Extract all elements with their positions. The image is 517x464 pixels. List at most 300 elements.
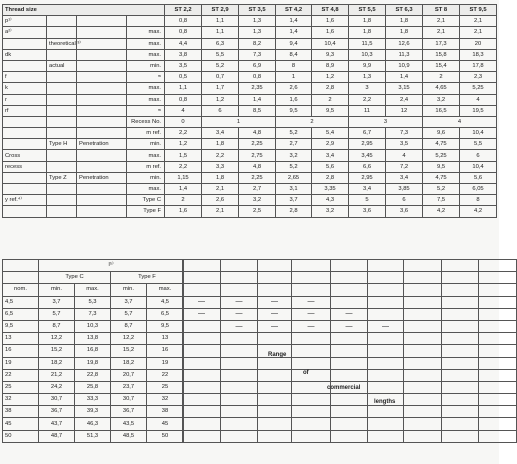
table-cell: 21,2 — [39, 369, 75, 381]
row-label: min. — [127, 172, 165, 183]
row-label — [77, 184, 127, 195]
grid-cell — [368, 308, 404, 320]
table-cell: 1,1 — [202, 27, 239, 38]
table-cell: 4,65 — [423, 83, 460, 94]
table-cell: 45 — [147, 418, 184, 430]
header-cell: ST 3,5 — [239, 5, 276, 16]
grid-cell — [221, 308, 258, 320]
grid-cell — [368, 369, 404, 381]
table-cell: 4 — [460, 94, 497, 105]
row-label — [77, 72, 127, 83]
table-cell: 9,5 — [423, 161, 460, 172]
grid-cell — [404, 406, 442, 418]
table-cell: 11 — [349, 105, 386, 116]
table-cell: 2,25 — [239, 139, 276, 150]
dash-mark: — — [345, 310, 353, 318]
dash-mark: — — [271, 322, 278, 330]
table-cell: 3,8 — [165, 49, 202, 60]
table-cell: 20 — [460, 38, 497, 49]
table-cell: 0,5 — [165, 72, 202, 83]
grid-cell — [479, 357, 517, 369]
row-label: actual — [47, 60, 77, 71]
table-cell: 15,2 — [111, 345, 147, 357]
grid-cell — [331, 345, 368, 357]
table-cell: 2 — [165, 195, 202, 206]
table-cell: 1,3 — [239, 27, 276, 38]
grid-cell — [368, 272, 404, 284]
table-cell: 3,4 — [202, 128, 239, 139]
table-cell: 3,7 — [39, 296, 75, 308]
table-cell: 16,8 — [75, 345, 111, 357]
table-cell: 2,95 — [349, 172, 386, 183]
table-cell: 2,75 — [239, 150, 276, 161]
table-cell: 1,6 — [312, 16, 349, 27]
table-cell: 3,7 — [276, 195, 312, 206]
grid-cell — [368, 357, 404, 369]
table-cell: 15,2 — [39, 345, 75, 357]
table-row — [3, 296, 184, 308]
table-cell: 2,2 — [165, 128, 202, 139]
grid-cell — [258, 260, 292, 272]
grid-cell — [404, 381, 442, 393]
row-label — [3, 172, 47, 183]
table-cell: 8,5 — [239, 105, 276, 116]
table-cell: 5,25 — [423, 150, 460, 161]
table-cell: 2,9 — [312, 139, 349, 150]
column-header: max. — [75, 284, 111, 296]
table-cell: 10,3 — [349, 49, 386, 60]
grid-cell — [404, 418, 442, 430]
table-cell: 12,2 — [111, 333, 147, 345]
header-cell: Thread size — [3, 5, 165, 16]
table-row — [3, 195, 497, 206]
row-label — [47, 16, 77, 27]
grid-cell — [292, 333, 331, 345]
table-cell: 33,3 — [75, 394, 111, 406]
table-cell: 38 — [147, 406, 184, 418]
table-cell: 5,2 — [276, 161, 312, 172]
table-cell: 19,5 — [460, 105, 497, 116]
table-cell: 1,4 — [239, 94, 276, 105]
table-row — [3, 49, 497, 60]
grid-cell — [258, 430, 292, 442]
grid-cell — [442, 320, 479, 332]
table-cell: 2 — [423, 72, 460, 83]
table-cell: 4,75 — [423, 139, 460, 150]
grid-cell — [183, 418, 221, 430]
row-label: max. — [127, 94, 165, 105]
table-cell: 0,8 — [165, 16, 202, 27]
table-cell: 11,3 — [386, 49, 423, 60]
table-cell: 25 — [3, 381, 39, 393]
grid-cell — [221, 320, 258, 332]
grid-cell — [292, 296, 331, 308]
grid-cell — [183, 272, 221, 284]
table-cell: 50 — [147, 430, 184, 442]
row-label — [47, 94, 77, 105]
row-label: p¹⁾ — [3, 16, 47, 27]
grid-cell — [258, 418, 292, 430]
grid-cell — [331, 272, 368, 284]
table-cell: 1,1 — [165, 83, 202, 94]
table-cell: 6 — [386, 195, 423, 206]
grid-cell — [221, 406, 258, 418]
row-label: Recess No. — [127, 116, 165, 127]
grid-cell — [183, 333, 221, 345]
grid-cell — [404, 260, 442, 272]
table-cell: 2,2 — [349, 94, 386, 105]
table-row — [3, 406, 184, 418]
table-cell: 4 — [386, 150, 423, 161]
table-cell: 30,7 — [39, 394, 75, 406]
table-cell: 25 — [147, 381, 184, 393]
grid-cell — [442, 394, 479, 406]
row-label: m ref. — [127, 161, 165, 172]
table-row — [3, 128, 497, 139]
grid-cell — [183, 381, 221, 393]
grid-cell — [183, 369, 221, 381]
table-cell: 8,2 — [239, 38, 276, 49]
table-cell: 5,6 — [460, 172, 497, 183]
table-row — [3, 172, 497, 183]
row-label: m ref. — [127, 128, 165, 139]
table-cell: 9,9 — [349, 60, 386, 71]
row-label: ≈ — [127, 72, 165, 83]
table-cell: 1,3 — [349, 72, 386, 83]
row-label: Penetration — [77, 172, 127, 183]
dash-mark: — — [198, 310, 205, 318]
table-cell: 19 — [3, 357, 39, 369]
table-cell: 5,2 — [423, 184, 460, 195]
table-cell: 6,3 — [202, 38, 239, 49]
table-cell: 3,2 — [312, 206, 349, 217]
table-cell: 15,8 — [423, 49, 460, 60]
grid-cell — [221, 345, 258, 357]
grid-cell — [479, 406, 517, 418]
row-label: recess — [3, 161, 47, 172]
table-cell: 5,7 — [111, 308, 147, 320]
row-label — [77, 94, 127, 105]
grid-cell — [183, 296, 221, 308]
grid-cell — [183, 284, 221, 296]
table-cell: 2 — [276, 116, 349, 127]
grid-cell — [183, 260, 221, 272]
table-cell: 8,7 — [39, 320, 75, 332]
table-cell: 5,2 — [202, 60, 239, 71]
table-cell: 36,7 — [111, 406, 147, 418]
table-row — [3, 161, 497, 172]
lengths-table — [2, 259, 184, 443]
grid-cell — [292, 381, 331, 393]
table-cell: 2,8 — [312, 83, 349, 94]
grid-cell — [258, 369, 292, 381]
table-cell: 3,35 — [312, 184, 349, 195]
table-cell: 7,3 — [239, 49, 276, 60]
table-cell: 3,6 — [349, 206, 386, 217]
table-cell: 43,5 — [111, 418, 147, 430]
table-cell: 3,4 — [312, 150, 349, 161]
row-label: max. — [127, 83, 165, 94]
table-cell: 9,5 — [312, 105, 349, 116]
row-label — [77, 38, 127, 49]
table-row — [3, 72, 497, 83]
table-cell: 7,5 — [423, 195, 460, 206]
table-row — [3, 116, 497, 127]
grid-cell — [404, 296, 442, 308]
grid-cell — [404, 272, 442, 284]
row-label — [77, 128, 127, 139]
row-label: rf — [3, 105, 47, 116]
table-cell: 0 — [165, 116, 202, 127]
row-label — [47, 184, 77, 195]
table-cell: 6 — [202, 105, 239, 116]
row-label — [3, 128, 47, 139]
table-cell: 48,5 — [111, 430, 147, 442]
row-label — [47, 83, 77, 94]
table-cell: 2,1 — [460, 16, 497, 27]
row-label — [47, 116, 77, 127]
row-label: max. — [127, 150, 165, 161]
table-cell: 22 — [147, 369, 184, 381]
table-cell: 12,6 — [386, 38, 423, 49]
table-cell: 6,7 — [349, 128, 386, 139]
row-label — [47, 128, 77, 139]
dash-mark: — — [271, 310, 278, 318]
row-label: max. — [127, 27, 165, 38]
grid-cell — [442, 430, 479, 442]
grid-cell — [442, 381, 479, 393]
table-cell: 3,2 — [276, 150, 312, 161]
grid-cell — [404, 394, 442, 406]
table-cell: 0,8 — [165, 27, 202, 38]
table-cell: 45 — [3, 418, 39, 430]
table-cell: 5,25 — [460, 83, 497, 94]
table-row — [3, 27, 497, 38]
grid-cell — [404, 357, 442, 369]
grid-cell — [331, 406, 368, 418]
row-label — [3, 139, 47, 150]
table-cell: 4,8 — [239, 161, 276, 172]
table-row — [3, 345, 184, 357]
grid-cell — [479, 381, 517, 393]
row-label — [77, 206, 127, 217]
grid-cell — [258, 272, 292, 284]
table-cell: 13 — [147, 333, 184, 345]
table-cell: 3,1 — [276, 184, 312, 195]
table-cell: 15,4 — [423, 60, 460, 71]
header-cell: ST 4,2 — [276, 5, 312, 16]
table-cell: 2,65 — [276, 172, 312, 183]
table-row — [3, 206, 497, 217]
grid-cell — [221, 333, 258, 345]
header-cell: ST 6,3 — [386, 5, 423, 16]
table-cell: 19 — [147, 357, 184, 369]
grid-cell — [331, 333, 368, 345]
table-cell: 7,3 — [75, 308, 111, 320]
table-cell: 9,5 — [147, 320, 184, 332]
table-cell: 1,2 — [202, 94, 239, 105]
table-cell: 4,75 — [423, 172, 460, 183]
grid-cell — [404, 345, 442, 357]
table-cell: 17,8 — [460, 60, 497, 71]
table-row — [3, 83, 497, 94]
table-cell: 4 — [165, 105, 202, 116]
table-cell: 8,9 — [312, 60, 349, 71]
row-label — [3, 184, 47, 195]
grid-cell — [368, 381, 404, 393]
grid-cell — [258, 284, 292, 296]
grid-cell — [368, 284, 404, 296]
row-label: min. — [127, 60, 165, 71]
dimensions-table — [2, 4, 497, 218]
table-cell: 4,4 — [165, 38, 202, 49]
table-cell: 2,2 — [165, 161, 202, 172]
table-cell: 18,2 — [111, 357, 147, 369]
table-cell: 18,3 — [460, 49, 497, 60]
grid-cell — [292, 406, 331, 418]
grid-cell — [258, 308, 292, 320]
row-label — [3, 206, 47, 217]
grid-cell — [368, 345, 404, 357]
row-label — [77, 27, 127, 38]
header-cell: ST 9,5 — [460, 5, 497, 16]
grid-cell — [258, 320, 292, 332]
row-label — [47, 72, 77, 83]
grid-cell — [221, 381, 258, 393]
table-cell: 2,2 — [202, 150, 239, 161]
table-cell: 20,7 — [111, 369, 147, 381]
dash-mark: — — [271, 298, 278, 306]
grid-cell — [331, 296, 368, 308]
table-cell: 8 — [276, 60, 312, 71]
row-label — [77, 83, 127, 94]
table-cell: 1,8 — [386, 16, 423, 27]
table-row — [3, 369, 184, 381]
table-cell: 1,4 — [386, 72, 423, 83]
row-label: y ref.⁴⁾ — [3, 195, 47, 206]
grid-cell — [404, 320, 442, 332]
l-header: l⁵⁾ — [39, 260, 184, 272]
table-cell: 1 — [202, 116, 276, 127]
table-cell: 22,8 — [75, 369, 111, 381]
column-header: max. — [147, 284, 184, 296]
table-row — [3, 105, 497, 116]
row-label — [47, 195, 77, 206]
table-cell: 1,1 — [202, 16, 239, 27]
table-cell: 2,1 — [202, 206, 239, 217]
header-cell: ST 2,9 — [202, 5, 239, 16]
table-cell: 2,6 — [202, 195, 239, 206]
grid-cell — [183, 406, 221, 418]
row-label: k — [3, 83, 47, 94]
table-cell: 1,15 — [165, 172, 202, 183]
commercial-label: commercial — [327, 385, 361, 391]
grid-cell — [331, 430, 368, 442]
table-cell: 19,8 — [75, 357, 111, 369]
table-cell: 1,2 — [312, 72, 349, 83]
row-label: Type Z — [47, 172, 77, 183]
grid-cell — [331, 394, 368, 406]
table-cell: 0,8 — [239, 72, 276, 83]
row-label: Type H — [47, 139, 77, 150]
dash-mark: — — [307, 298, 315, 306]
table-cell: 32 — [3, 394, 39, 406]
row-label — [47, 27, 77, 38]
table-cell: 3 — [349, 116, 423, 127]
grid-cell — [331, 320, 368, 332]
table-cell: 3,7 — [111, 296, 147, 308]
row-label — [77, 150, 127, 161]
row-label — [77, 105, 127, 116]
table-cell: 2,7 — [239, 184, 276, 195]
table-cell: 2,35 — [239, 83, 276, 94]
grid-cell — [479, 369, 517, 381]
table-cell: 3 — [349, 83, 386, 94]
table-cell: 1,4 — [276, 16, 312, 27]
grid-cell — [292, 418, 331, 430]
row-label — [77, 116, 127, 127]
row-label — [77, 195, 127, 206]
row-label: Penetration — [77, 139, 127, 150]
column-header: nom. — [3, 284, 39, 296]
row-label: r — [3, 94, 47, 105]
table-cell: 4 — [423, 116, 497, 127]
table-cell: 3,85 — [386, 184, 423, 195]
row-label — [127, 16, 165, 27]
table-cell: 1,3 — [239, 16, 276, 27]
table-cell: 8,7 — [111, 320, 147, 332]
row-label: theoretical ³⁾ — [47, 38, 77, 49]
table-cell: 10,9 — [386, 60, 423, 71]
dash-mark: — — [235, 310, 243, 318]
grid-cell — [442, 418, 479, 430]
table-cell: 48,7 — [39, 430, 75, 442]
table-cell: 0,8 — [165, 94, 202, 105]
table-cell: 3,15 — [386, 83, 423, 94]
grid-cell — [442, 369, 479, 381]
grid-cell — [292, 308, 331, 320]
grid-cell — [442, 357, 479, 369]
grid-cell — [479, 430, 517, 442]
table-row — [3, 381, 184, 393]
table-cell: 2,8 — [276, 206, 312, 217]
table-cell: 10,4 — [312, 38, 349, 49]
grid-cell — [331, 369, 368, 381]
blank-cell — [3, 272, 39, 284]
table-cell: 7,2 — [386, 161, 423, 172]
table-row — [3, 333, 184, 345]
lengths-label: lengths — [374, 399, 396, 405]
table-cell: 4,5 — [3, 296, 39, 308]
column-header: min. — [39, 284, 75, 296]
header-cell: ST 2,2 — [165, 5, 202, 16]
row-label: a²⁾ — [3, 27, 47, 38]
row-label: max. — [127, 49, 165, 60]
table-cell: 3,3 — [202, 161, 239, 172]
range-grid — [182, 259, 517, 443]
grid-cell — [292, 357, 331, 369]
table-cell: 3,4 — [349, 184, 386, 195]
table-cell: 12 — [386, 105, 423, 116]
grid-cell — [183, 430, 221, 442]
grid-cell — [221, 272, 258, 284]
table-row — [3, 60, 497, 71]
dash-mark: — — [382, 322, 389, 330]
grid-cell — [258, 406, 292, 418]
row-label: Cross — [3, 150, 47, 161]
grid-cell — [183, 308, 221, 320]
table-row — [3, 308, 184, 320]
